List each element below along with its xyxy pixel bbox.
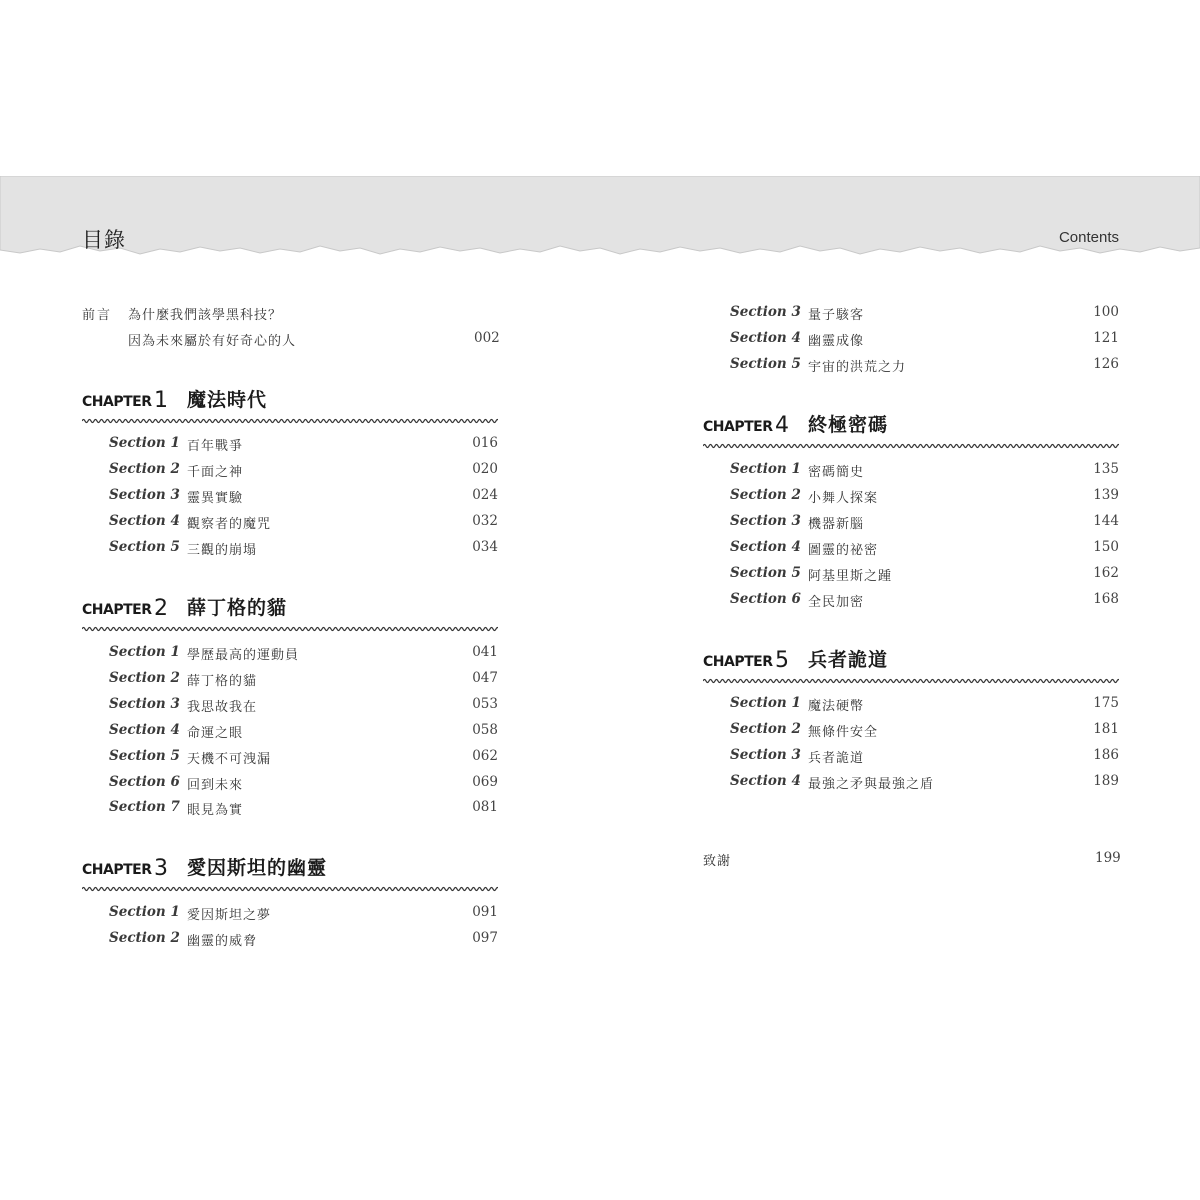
section-page-number: 168 xyxy=(1093,590,1119,607)
section-label: Section 4 xyxy=(730,538,801,555)
header-band xyxy=(0,176,1200,266)
section-label: Section 2 xyxy=(109,460,180,477)
section-label: Section 4 xyxy=(109,721,180,738)
preface-label: 前言 xyxy=(82,308,113,323)
section-title: 眼見為實 xyxy=(187,803,244,819)
section-title: 千面之神 xyxy=(187,464,244,480)
section-title: 學歷最高的運動員 xyxy=(187,648,300,663)
chapter-title: 終極密碼 xyxy=(808,414,889,436)
toc-section-row[interactable] xyxy=(109,799,498,821)
section-page-number: 144 xyxy=(1093,512,1119,529)
toc-section-row[interactable] xyxy=(109,461,498,483)
chapter-title: 愛因斯坦的幽靈 xyxy=(187,857,328,879)
section-page-number: 175 xyxy=(1093,695,1119,711)
chapter-word: CHAPTER xyxy=(703,419,773,435)
section-title: 機器新腦 xyxy=(808,516,865,532)
section-title: 薛丁格的貓 xyxy=(187,673,258,689)
chapter-heading[interactable] xyxy=(82,593,498,623)
section-page-number: 069 xyxy=(472,773,498,790)
toc-section-row[interactable] xyxy=(109,722,498,744)
section-label: Section 3 xyxy=(730,746,801,763)
section-title: 我思故我在 xyxy=(187,699,258,715)
acknowledgements-page-number: 199 xyxy=(1095,850,1121,866)
section-label: Section 2 xyxy=(109,669,180,686)
chapter-divider xyxy=(703,678,1119,684)
section-title: 幽靈成像 xyxy=(808,333,865,349)
section-page-number: 034 xyxy=(472,538,498,555)
section-label: Section 1 xyxy=(109,435,180,451)
toc-section-row[interactable] xyxy=(109,904,498,926)
section-page-number: 121 xyxy=(1093,329,1119,346)
toc-section-row[interactable] xyxy=(109,696,498,718)
section-page-number: 100 xyxy=(1093,304,1119,320)
section-title: 天機不可洩漏 xyxy=(187,751,272,767)
chapter-word: CHAPTER xyxy=(82,602,152,618)
toc-section-row[interactable] xyxy=(730,356,1119,378)
preface-title-line2: 因為未來屬於有好奇心的人 xyxy=(128,334,297,349)
section-title: 宇宙的洪荒之力 xyxy=(808,359,907,375)
section-page-number: 091 xyxy=(472,904,498,920)
toc-section-row[interactable] xyxy=(730,565,1119,587)
section-title: 觀察者的魔咒 xyxy=(187,516,272,532)
chapter-title: 薛丁格的貓 xyxy=(187,597,288,619)
section-label: Section 4 xyxy=(730,329,801,346)
section-title: 阿基里斯之踵 xyxy=(808,568,893,584)
toc-section-row[interactable] xyxy=(109,930,498,952)
section-title: 靈異實驗 xyxy=(187,490,244,506)
section-label: Section 1 xyxy=(730,695,801,711)
section-title: 命運之眼 xyxy=(187,725,244,741)
section-label: Section 6 xyxy=(730,590,801,607)
toc-section-row[interactable] xyxy=(730,487,1119,509)
section-page-number: 150 xyxy=(1093,538,1119,555)
page-title: 目錄 xyxy=(82,228,126,252)
section-page-number: 041 xyxy=(472,644,498,660)
section-page-number: 081 xyxy=(472,799,498,816)
chapter-divider xyxy=(703,443,1119,449)
toc-section-row[interactable] xyxy=(109,539,498,561)
section-label: Section 4 xyxy=(109,512,180,529)
chapter-word: CHAPTER xyxy=(82,394,152,410)
section-page-number: 139 xyxy=(1093,486,1119,503)
chapter-number: 4 xyxy=(775,413,789,438)
toc-section-row[interactable] xyxy=(730,773,1119,795)
section-label: Section 1 xyxy=(730,461,801,477)
section-label: Section 5 xyxy=(730,564,801,581)
section-label: Section 2 xyxy=(730,486,801,503)
toc-section-row[interactable] xyxy=(109,487,498,509)
section-page-number: 186 xyxy=(1093,746,1119,763)
section-label: Section 6 xyxy=(109,773,180,790)
toc-section-row[interactable] xyxy=(109,435,498,457)
chapter-heading[interactable] xyxy=(703,645,1119,675)
chapter-title: 魔法時代 xyxy=(187,389,268,411)
section-page-number: 135 xyxy=(1093,461,1119,477)
toc-section-row[interactable] xyxy=(109,670,498,692)
toc-section-row[interactable] xyxy=(730,513,1119,535)
toc-section-row[interactable] xyxy=(730,539,1119,561)
toc-section-row[interactable] xyxy=(109,644,498,666)
section-title: 量子駭客 xyxy=(808,308,865,323)
section-page-number: 020 xyxy=(472,460,498,477)
section-label: Section 1 xyxy=(109,644,180,660)
toc-section-row[interactable] xyxy=(109,513,498,535)
section-page-number: 058 xyxy=(472,721,498,738)
toc-section-row[interactable] xyxy=(109,774,498,796)
section-page-number: 047 xyxy=(472,669,498,686)
section-page-number: 126 xyxy=(1093,355,1119,372)
chapter-divider xyxy=(82,886,498,892)
section-page-number: 016 xyxy=(472,435,498,451)
section-label: Section 5 xyxy=(730,355,801,372)
section-title: 愛因斯坦之夢 xyxy=(187,908,272,923)
toc-section-row[interactable] xyxy=(730,747,1119,769)
toc-section-row[interactable] xyxy=(730,721,1119,743)
chapter-number: 5 xyxy=(775,648,789,673)
toc-section-row[interactable] xyxy=(730,695,1119,717)
section-page-number: 162 xyxy=(1093,564,1119,581)
section-title: 無條件安全 xyxy=(808,724,879,740)
section-label: Section 5 xyxy=(109,538,180,555)
toc-section-row[interactable] xyxy=(730,461,1119,483)
toc-section-row[interactable] xyxy=(730,304,1119,326)
section-title: 三觀的崩塌 xyxy=(187,542,258,558)
toc-section-row[interactable] xyxy=(730,591,1119,613)
section-page-number: 024 xyxy=(472,486,498,503)
section-label: Section 5 xyxy=(109,747,180,764)
section-label: Section 7 xyxy=(109,799,180,816)
chapter-title: 兵者詭道 xyxy=(808,649,889,671)
chapter-divider xyxy=(82,626,498,632)
chapter-word: CHAPTER xyxy=(703,654,773,670)
chapter-number: 3 xyxy=(154,856,168,881)
contents-label: Contents xyxy=(1058,229,1119,246)
chapter-heading[interactable] xyxy=(82,853,498,883)
preface-title-line1: 為什麼我們該學黑科技？ xyxy=(128,308,283,323)
section-title: 密碼簡史 xyxy=(808,465,865,480)
section-label: Section 3 xyxy=(730,304,801,320)
section-page-number: 181 xyxy=(1093,720,1119,737)
section-title: 全民加密 xyxy=(808,594,865,610)
preface-page-number: 002 xyxy=(474,330,500,346)
section-title: 最強之矛與最強之盾 xyxy=(808,776,935,792)
chapter-divider xyxy=(82,418,498,424)
section-page-number: 032 xyxy=(472,512,498,529)
chapter-word: CHAPTER xyxy=(82,862,152,878)
section-page-number: 189 xyxy=(1093,772,1119,789)
section-page-number: 097 xyxy=(472,929,498,946)
section-label: Section 3 xyxy=(109,486,180,503)
section-label: Section 3 xyxy=(730,512,801,529)
toc-section-row[interactable] xyxy=(730,330,1119,352)
section-title: 小舞人探案 xyxy=(808,490,879,506)
section-label: Section 4 xyxy=(730,772,801,789)
section-title: 兵者詭道 xyxy=(808,750,865,766)
chapter-number: 1 xyxy=(154,388,168,413)
section-title: 圖靈的祕密 xyxy=(808,542,879,558)
section-title: 回到未來 xyxy=(187,777,244,793)
section-label: Section 3 xyxy=(109,695,180,712)
section-label: Section 2 xyxy=(109,929,180,946)
section-page-number: 053 xyxy=(472,695,498,712)
chapter-heading[interactable] xyxy=(82,385,498,415)
chapter-heading[interactable] xyxy=(703,410,1119,440)
chapter-number: 2 xyxy=(154,596,168,621)
section-page-number: 062 xyxy=(472,747,498,764)
section-label: Section 1 xyxy=(109,904,180,920)
acknowledgements-title: 致謝 xyxy=(703,854,732,869)
section-title: 魔法硬幣 xyxy=(808,699,865,714)
section-label: Section 2 xyxy=(730,720,801,737)
section-title: 幽靈的威脅 xyxy=(187,933,258,949)
section-title: 百年戰爭 xyxy=(187,439,244,454)
toc-section-row[interactable] xyxy=(109,748,498,770)
